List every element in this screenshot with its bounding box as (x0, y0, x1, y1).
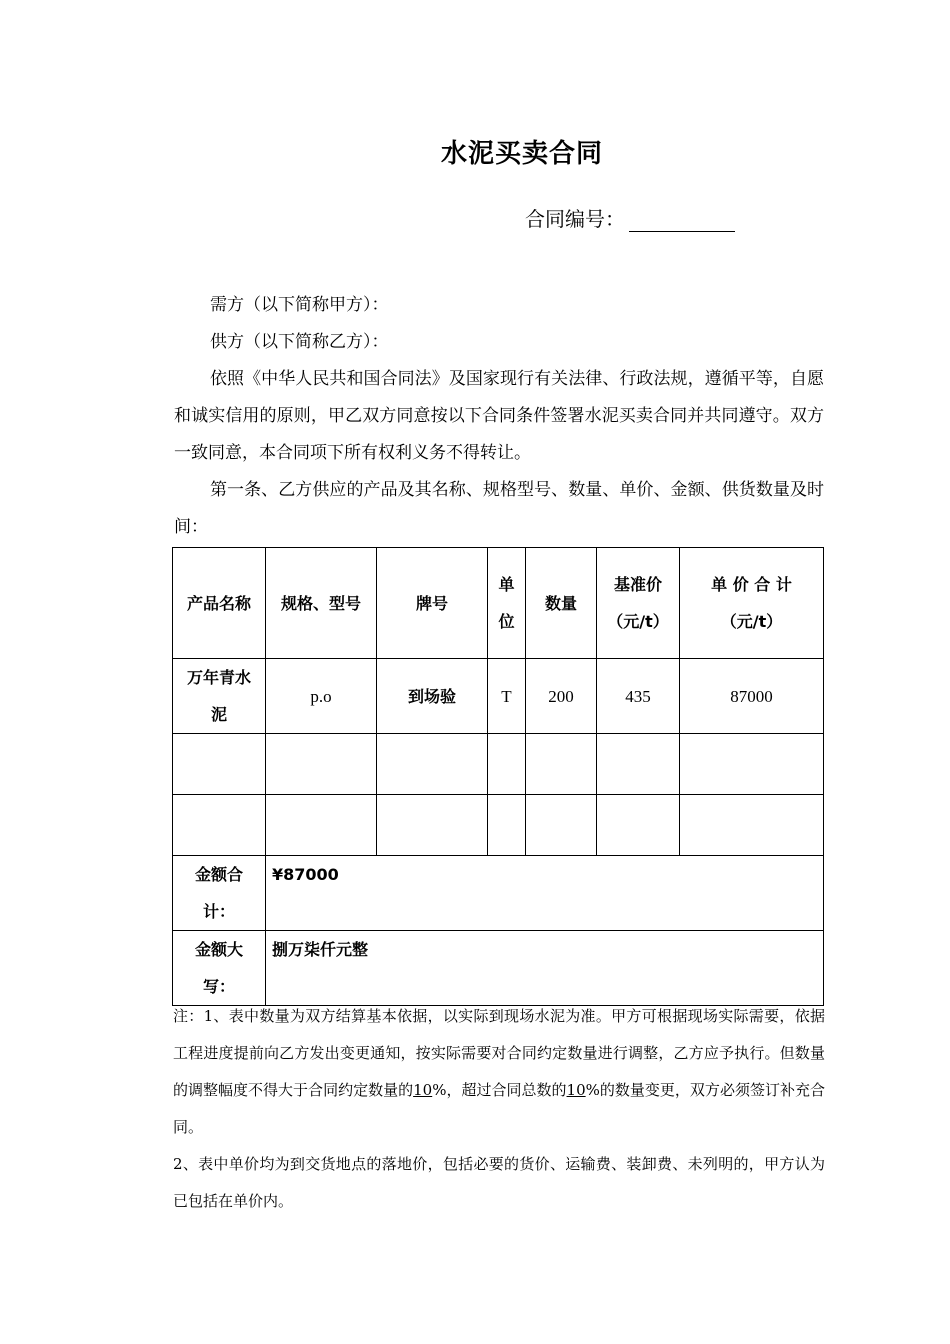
empty-cell[interactable] (173, 734, 266, 795)
cell-product-name: 万年青水泥 (173, 659, 266, 734)
seller-line: 供方（以下简称乙方）： (210, 332, 389, 352)
empty-cell[interactable] (488, 734, 526, 795)
article-1: 第一条、乙方供应的产品及其名称、规格型号、数量、单价、金额、供货数量及时间： (174, 480, 824, 537)
table-row (173, 659, 824, 734)
note-1-percent-1: 10 (413, 1081, 433, 1099)
page-title: 水泥买卖合同 (441, 139, 604, 169)
header-unit-total: 单 价 合 计（元/t） (680, 548, 824, 659)
empty-cell[interactable] (377, 795, 488, 856)
contract-number-blank[interactable] (629, 209, 735, 232)
product-table (172, 547, 824, 1006)
header-unit: 单位 (488, 548, 526, 659)
total-amount-label: 金额合计： (173, 856, 266, 931)
empty-cell[interactable] (377, 734, 488, 795)
cell-unit: T (488, 659, 526, 734)
contract-number (525, 203, 735, 232)
empty-cell[interactable] (266, 734, 377, 795)
header-quantity: 数量 (526, 548, 597, 659)
amount-in-words-label: 金额大写： (173, 931, 266, 1006)
empty-cell[interactable] (526, 795, 597, 856)
table-row (173, 734, 824, 795)
header-brand: 牌号 (377, 548, 488, 659)
table-row (173, 795, 824, 856)
empty-cell[interactable] (680, 795, 824, 856)
total-amount-row (173, 856, 824, 931)
empty-cell[interactable] (597, 795, 680, 856)
cell-quantity: 200 (526, 659, 597, 734)
note-1 (173, 998, 825, 1146)
empty-cell[interactable] (488, 795, 526, 856)
contract-number-label: 合同编号： (525, 207, 625, 231)
cell-brand: 到场验 (377, 659, 488, 734)
note-1-text-2: %，超过合同总数的 (432, 1081, 567, 1099)
empty-cell[interactable] (526, 734, 597, 795)
note-1-text: 注：1、表中数量为双方结算基本依据，以实际到现场水泥为准。甲方可根据现场实际需要，依据工程进度提前向乙方发出变更通知，按实际需要对合同约定数量进行调整，乙方应予执行。但数量的调整幅度不得大于合同约定数量的 (173, 1007, 825, 1099)
amount-in-words-value: 捌万柒仟元整 (266, 931, 824, 1006)
empty-cell[interactable] (597, 734, 680, 795)
cell-spec: p.o (266, 659, 377, 734)
total-amount-value: ¥87000 (266, 856, 824, 931)
cell-unit-total: 87000 (680, 659, 824, 734)
header-product-name: 产品名称 (173, 548, 266, 659)
header-spec: 规格、型号 (266, 548, 377, 659)
notes-section (173, 998, 825, 1220)
note-2: 2、表中单价均为到交货地点的落地价，包括必要的货价、运输费、装卸费、未列明的，甲方认为已包括在单价内。 (173, 1155, 825, 1210)
intro-paragraph: 依照《中华人民共和国合同法》及国家现行有关法律、行政法规，遵循平等，自愿和诚实信用的原则，甲乙双方同意按以下合同条件签署水泥买卖合同并共同遵守。双方一致同意，本合同项下所有权利义务不得转让。 (174, 369, 824, 463)
buyer-line: 需方（以下简称甲方）： (210, 295, 389, 315)
table-header-row (173, 548, 824, 659)
note-1-text-3: %的数量变更，双方必须签订补充合同。 (173, 1081, 825, 1136)
cell-base-price: 435 (597, 659, 680, 734)
empty-cell[interactable] (680, 734, 824, 795)
empty-cell[interactable] (173, 795, 266, 856)
empty-cell[interactable] (266, 795, 377, 856)
contract-body (174, 287, 824, 546)
note-1-percent-2: 10 (566, 1081, 586, 1099)
amount-in-words-row (173, 931, 824, 1006)
header-base-price: 基准价（元/t） (597, 548, 680, 659)
